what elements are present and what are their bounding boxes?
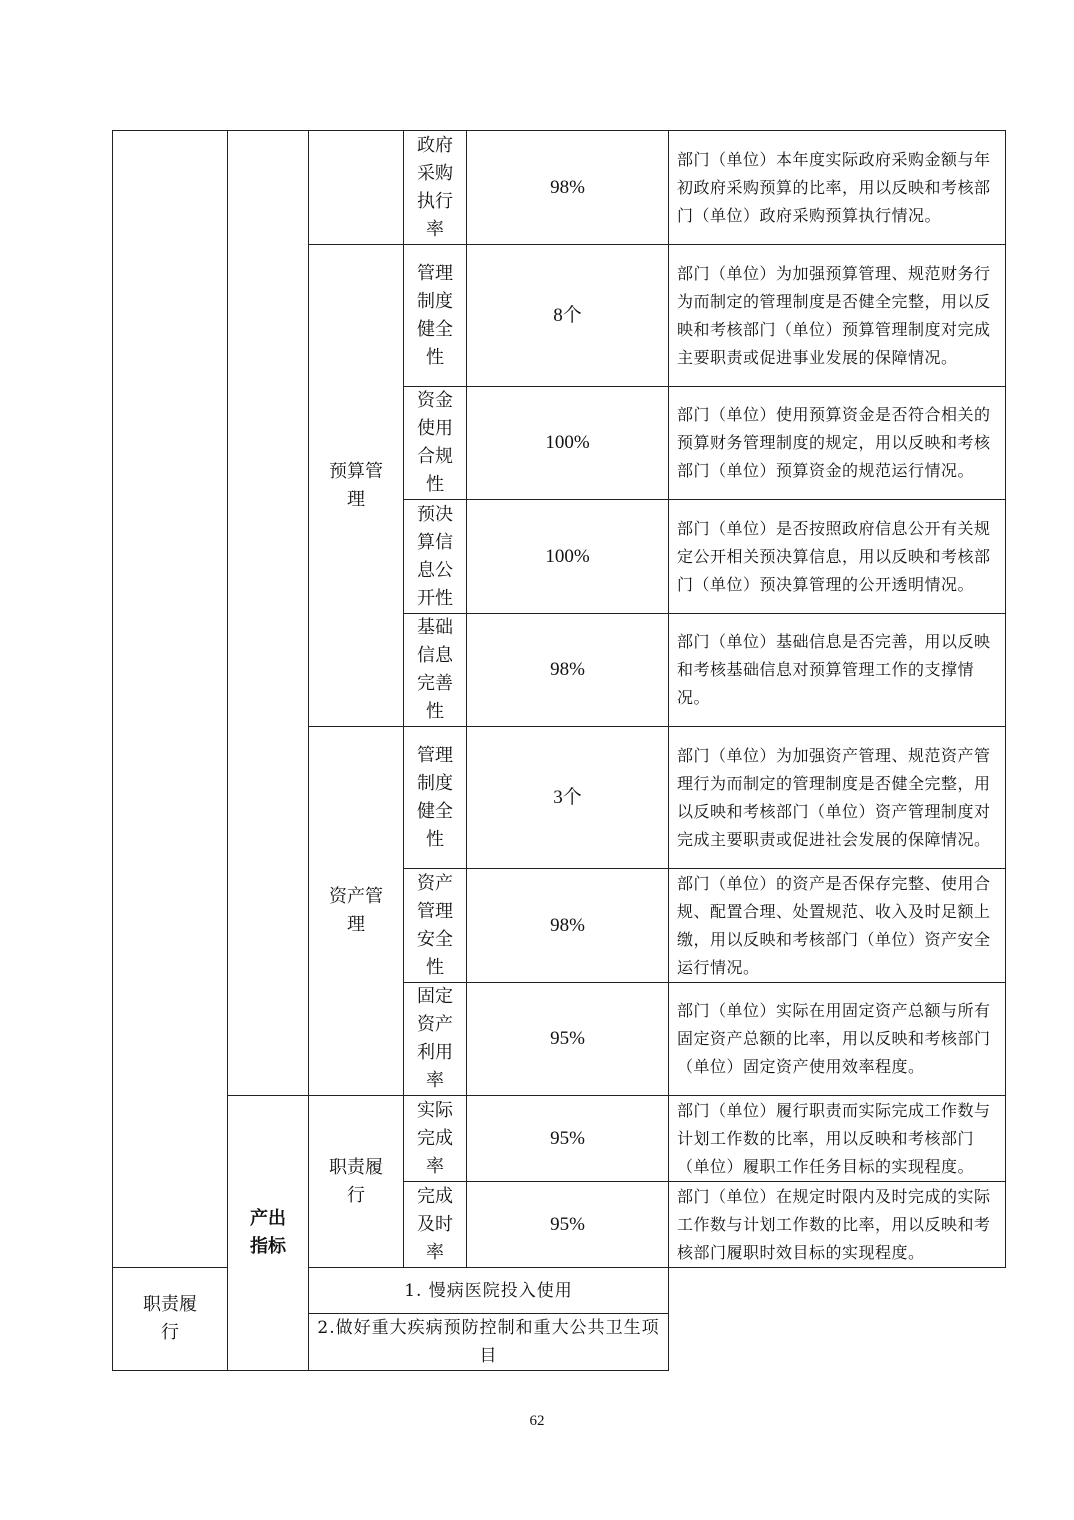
table-row — [113, 1096, 1006, 1182]
indicator-value: 95% — [467, 1096, 669, 1182]
indicator-description: 部门（单位）基础信息是否完善，用以反映和考核基础信息对预算管理工作的支撑情况。 — [669, 614, 1006, 727]
level2-cell — [228, 1096, 309, 1371]
level3-cell — [309, 727, 404, 1096]
indicator-name: 管理制度健全性 — [404, 727, 467, 869]
indicator-description: 部门（单位）本年度实际政府采购金额与年初政府采购预算的比率，用以反映和考核部门（单位）政府采购预算执行情况。 — [669, 131, 1006, 245]
indicator-description: 部门（单位）在规定时限内及时完成的实际工作数与计划工作数的比率，用以反映和考核部门履职时效目标的实现程度。 — [669, 1182, 1006, 1268]
indicator-value: 98% — [467, 869, 669, 983]
indicator-value: 98% — [467, 131, 669, 245]
level3-cell — [309, 1096, 404, 1268]
section-label: 预算管理 — [329, 460, 383, 510]
indicator-name: 资金使用合规性 — [404, 387, 467, 500]
level3-cell — [113, 1268, 228, 1371]
indicator-value: 3个 — [467, 727, 669, 869]
indicator-name: 政府采购执行率 — [404, 131, 467, 245]
section-label: 资产管理 — [329, 886, 383, 935]
indicator-value: 98% — [467, 614, 669, 727]
level2-cell — [228, 131, 309, 1096]
page-number: 62 — [529, 1413, 545, 1429]
indicator-name: 基础信息完善性 — [404, 614, 467, 727]
indicator-description: 部门（单位）履行职责而实际完成工作数与计划工作数的比率，用以反映和考核部门（单位）履职工作任务目标的实现程度。 — [669, 1096, 1006, 1182]
section-label: 产出指标 — [250, 1208, 286, 1257]
indicator-value: 8个 — [467, 245, 669, 387]
indicator-value: 100% — [467, 387, 669, 500]
section-label: 职责履行 — [143, 1294, 197, 1343]
indicator-value: 95% — [467, 1182, 669, 1268]
indicator-table — [112, 130, 1005, 1366]
level3-cell — [309, 245, 404, 727]
indicator-description: 部门（单位）是否按照政府信息公开有关规定公开相关预决算信息，用以反映和考核部门（单位）预决算管理的公开透明情况。 — [669, 500, 1006, 614]
level3-cell — [309, 131, 404, 245]
indicator-name: 实际完成率 — [404, 1096, 467, 1182]
task-item: 1. 慢病医院投入使用 — [309, 1268, 669, 1314]
indicator-description: 部门（单位）为加强资产管理、规范资产管理行为而制定的管理制度是否健全完整，用以反映和考核部门（单位）资产管理制度对完成主要职责或促进社会发展的保障情况。 — [669, 727, 1006, 869]
level1-cell — [113, 131, 228, 1268]
indicator-value: 95% — [467, 983, 669, 1096]
task-item: 2.做好重大疾病预防控制和重大公共卫生项目 — [309, 1314, 669, 1371]
indicator-name: 资产管理安全性 — [404, 869, 467, 983]
indicator-description: 部门（单位）为加强预算管理、规范财务行为而制定的管理制度是否健全完整，用以反映和考核部门（单位）预算管理制度对完成主要职责或促进事业发展的保障情况。 — [669, 245, 1006, 387]
indicator-name: 预决算信息公开性 — [404, 500, 467, 614]
indicator-name: 固定资产利用率 — [404, 983, 467, 1096]
indicator-description: 部门（单位）的资产是否保存完整、使用合规、配置合理、处置规范、收入及时足额上缴，用以反映和考核部门（单位）资产安全运行情况。 — [669, 869, 1006, 983]
table-row — [113, 131, 1006, 245]
indicator-name: 完成及时率 — [404, 1182, 467, 1268]
section-label: 职责履行 — [329, 1156, 383, 1206]
indicator-description: 部门（单位）使用预算资金是否符合相关的预算财务管理制度的规定，用以反映和考核部门（单位）预算资金的规范运行情况。 — [669, 387, 1006, 500]
indicator-value: 100% — [467, 500, 669, 614]
indicator-description: 部门（单位）实际在用固定资产总额与所有固定资产总额的比率，用以反映和考核部门（单位）固定资产使用效率程度。 — [669, 983, 1006, 1096]
indicator-name: 管理制度健全性 — [404, 245, 467, 387]
